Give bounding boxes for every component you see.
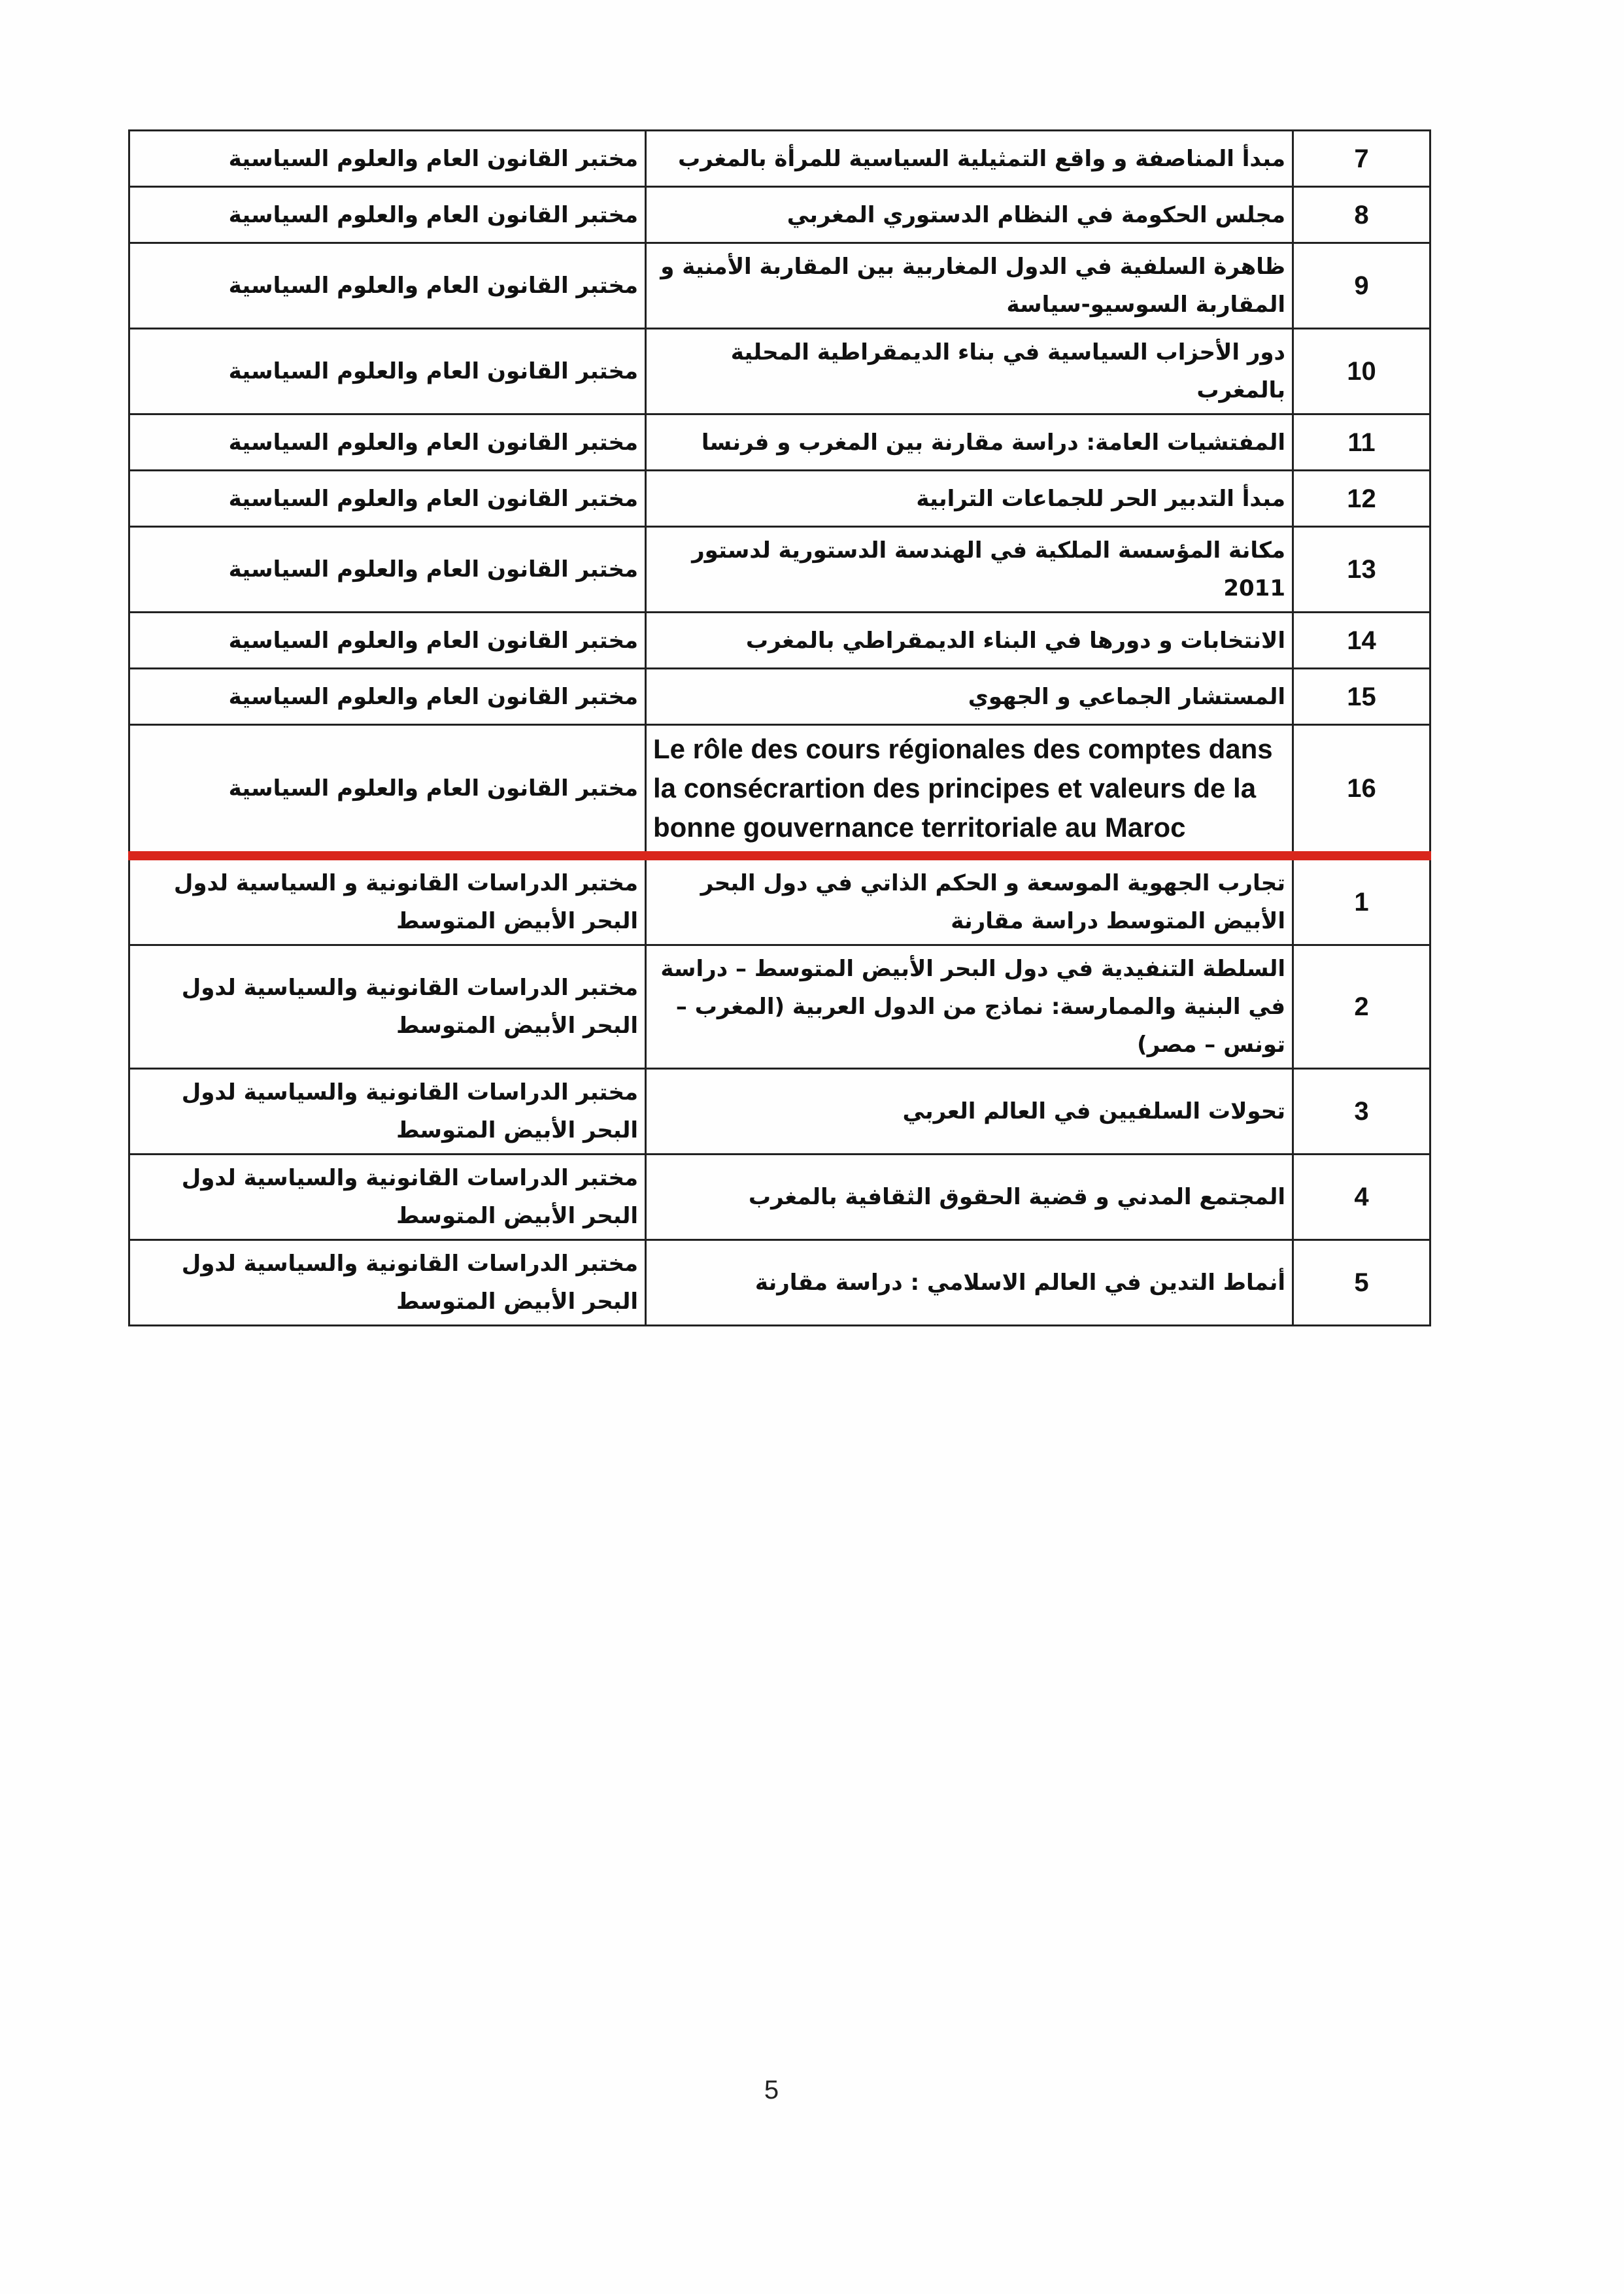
row-number: 14 (1293, 613, 1430, 669)
lab-cell: مختبر الدراسات القانونية والسياسية لدول البحر الأبيض المتوسط (129, 1069, 646, 1155)
row-number: 9 (1293, 243, 1430, 329)
lab-cell: مختبر القانون العام والعلوم السياسية (129, 243, 646, 329)
table-row (129, 414, 1430, 471)
lab-cell: مختبر القانون العام والعلوم السياسية (129, 725, 646, 856)
title-cell: السلطة التنفيدية في دول البحر الأبيض المتوسط – دراسة في البنية والممارسة: نماذج من الدول العربية (المغرب – تونس – مصر) (646, 945, 1293, 1069)
title-cell: أنماط التدين في العالم الاسلامي : دراسة مقارنة (646, 1240, 1293, 1326)
lab-cell: مختبر القانون العام والعلوم السياسية (129, 131, 646, 187)
row-number: 16 (1293, 725, 1430, 856)
row-number: 2 (1293, 945, 1430, 1069)
table-row (129, 725, 1430, 856)
title-cell: المجتمع المدني و قضية الحقوق الثقافية بالمغرب (646, 1155, 1293, 1240)
table-row (129, 329, 1430, 414)
lab-cell: مختبر الدراسات القانونية والسياسية لدول البحر الأبيض المتوسط (129, 1155, 646, 1240)
row-number: 8 (1293, 187, 1430, 243)
table-row (129, 243, 1430, 329)
title-cell: ظاهرة السلفية في الدول المغاربية بين المقاربة الأمنية و المقاربة السوسيو-سياسة (646, 243, 1293, 329)
lab-cell: مختبر الدراسات القانونية والسياسية لدول البحر الأبيض المتوسط (129, 945, 646, 1069)
row-number: 1 (1293, 856, 1430, 945)
title-cell: مجلس الحكومة في النظام الدستوري المغربي (646, 187, 1293, 243)
lab-cell: مختبر القانون العام والعلوم السياسية (129, 329, 646, 414)
lab-cell: مختبر القانون العام والعلوم السياسية (129, 669, 646, 725)
lab-cell: مختبر القانون العام والعلوم السياسية (129, 187, 646, 243)
title-cell: الانتخابات و دورها في البناء الديمقراطي بالمغرب (646, 613, 1293, 669)
row-number: 15 (1293, 669, 1430, 725)
table-row (129, 527, 1430, 613)
table-row (129, 1155, 1430, 1240)
title-cell: تجارب الجهوية الموسعة و الحكم الذاتي في دول البحر الأبيض المتوسط دراسة مقارنة (646, 856, 1293, 945)
lab-cell: مختبر الدراسات القانونية والسياسية لدول البحر الأبيض المتوسط (129, 1240, 646, 1326)
title-cell: مبدأ التدبير الحر للجماعات الترابية (646, 471, 1293, 527)
table-row (129, 856, 1430, 945)
table-row (129, 131, 1430, 187)
table-row (129, 945, 1430, 1069)
page-number: 5 (764, 2076, 779, 2104)
row-number: 12 (1293, 471, 1430, 527)
table-row (129, 1069, 1430, 1155)
lab-cell: مختبر القانون العام والعلوم السياسية (129, 613, 646, 669)
table-row (129, 1240, 1430, 1326)
row-number: 5 (1293, 1240, 1430, 1326)
lab-cell: مختبر القانون العام والعلوم السياسية (129, 471, 646, 527)
row-number: 3 (1293, 1069, 1430, 1155)
title-cell: Le rôle des cours régionales des comptes dans la consécrartion des principes et valeurs de la bonne gouvernance territoriale au Maroc (646, 725, 1293, 856)
theses-table (128, 129, 1431, 1326)
title-cell: المستشار الجماعي و الجهوي (646, 669, 1293, 725)
table-row (129, 471, 1430, 527)
table-row (129, 187, 1430, 243)
table-row (129, 613, 1430, 669)
title-cell: مكانة المؤسسة الملكية في الهندسة الدستورية لدستور 2011 (646, 527, 1293, 613)
row-number: 7 (1293, 131, 1430, 187)
row-number: 13 (1293, 527, 1430, 613)
title-cell: تحولات السلفيين في العالم العربي (646, 1069, 1293, 1155)
title-cell: المفتشيات العامة: دراسة مقارنة بين المغرب و فرنسا (646, 414, 1293, 471)
lab-cell: مختبر الدراسات القانونية و السياسية لدول البحر الأبيض المتوسط (129, 856, 646, 945)
table-row (129, 669, 1430, 725)
title-cell: مبدأ المناصفة و واقع التمثيلية السياسية للمرأة بالمغرب (646, 131, 1293, 187)
row-number: 11 (1293, 414, 1430, 471)
lab-cell: مختبر القانون العام والعلوم السياسية (129, 414, 646, 471)
row-number: 4 (1293, 1155, 1430, 1240)
row-number: 10 (1293, 329, 1430, 414)
lab-cell: مختبر القانون العام والعلوم السياسية (129, 527, 646, 613)
title-cell: دور الأحزاب السياسية في بناء الديمقراطية المحلية بالمغرب (646, 329, 1293, 414)
